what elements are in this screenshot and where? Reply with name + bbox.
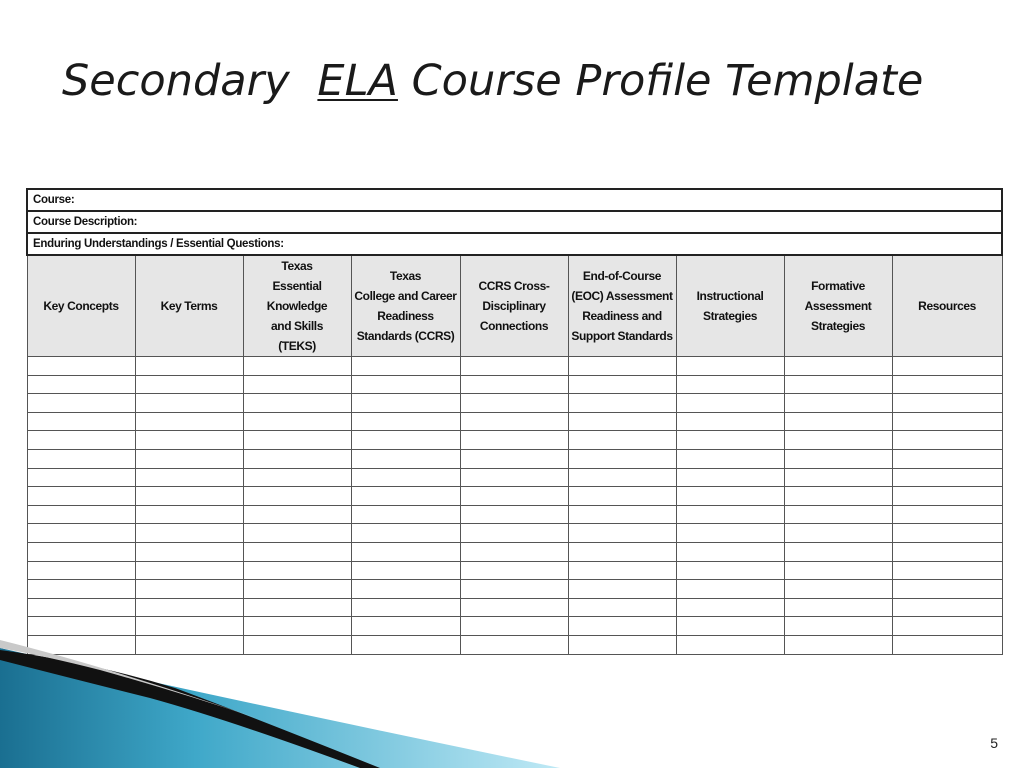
table-cell[interactable]: [243, 375, 351, 394]
table-cell[interactable]: [892, 487, 1002, 506]
table-row: [27, 357, 1002, 376]
table-body: [27, 357, 1002, 655]
table-cell[interactable]: [243, 598, 351, 617]
table-cell[interactable]: [460, 505, 568, 524]
table-cell[interactable]: [676, 412, 784, 431]
table-cell[interactable]: [676, 561, 784, 580]
table-cell[interactable]: [568, 431, 676, 450]
table-cell[interactable]: [568, 542, 676, 561]
table-cell[interactable]: [351, 449, 460, 468]
table-cell[interactable]: [135, 542, 243, 561]
table-cell[interactable]: [568, 505, 676, 524]
table-cell[interactable]: [892, 412, 1002, 431]
course-label: Course:: [27, 189, 1002, 211]
table-cell[interactable]: [27, 412, 135, 431]
table-cell[interactable]: [568, 524, 676, 543]
table-cell[interactable]: [676, 375, 784, 394]
table-cell[interactable]: [351, 524, 460, 543]
table-cell[interactable]: [892, 524, 1002, 543]
table-cell[interactable]: [460, 524, 568, 543]
table-cell[interactable]: [892, 505, 1002, 524]
corner-swoosh-decoration: [0, 640, 640, 768]
table-cell[interactable]: [892, 357, 1002, 376]
col-header-key-concepts: Key Concepts: [27, 255, 135, 357]
table-row: [27, 375, 1002, 394]
table-cell[interactable]: [351, 505, 460, 524]
table-cell[interactable]: [460, 468, 568, 487]
table-cell[interactable]: [676, 394, 784, 413]
table-cell[interactable]: [784, 375, 892, 394]
table-cell[interactable]: [460, 617, 568, 636]
table-cell[interactable]: [243, 542, 351, 561]
table-cell[interactable]: [243, 394, 351, 413]
table-row: [27, 580, 1002, 599]
table-cell[interactable]: [243, 357, 351, 376]
table-cell[interactable]: [784, 449, 892, 468]
table-cell[interactable]: [135, 468, 243, 487]
table-row: [27, 431, 1002, 450]
table-row: [27, 561, 1002, 580]
table-cell[interactable]: [351, 617, 460, 636]
enduring-understandings-label: Enduring Understandings / Essential Questions:: [27, 233, 1002, 255]
table-cell[interactable]: [243, 487, 351, 506]
table-cell[interactable]: [135, 580, 243, 599]
course-profile-table: [26, 188, 1003, 655]
course-row: [27, 189, 1002, 211]
table-cell[interactable]: [568, 412, 676, 431]
table-cell[interactable]: [568, 468, 676, 487]
course-description-label: Course Description:: [27, 211, 1002, 233]
table-cell[interactable]: [27, 561, 135, 580]
table-cell[interactable]: [460, 357, 568, 376]
table-cell[interactable]: [27, 542, 135, 561]
table-row: [27, 598, 1002, 617]
table-cell[interactable]: [243, 468, 351, 487]
table-cell[interactable]: [892, 449, 1002, 468]
table-cell[interactable]: [351, 598, 460, 617]
table-cell[interactable]: [460, 487, 568, 506]
table-cell[interactable]: [460, 598, 568, 617]
table-row: [27, 412, 1002, 431]
table-cell[interactable]: [243, 580, 351, 599]
table-cell[interactable]: [676, 524, 784, 543]
table-cell[interactable]: [27, 505, 135, 524]
table-cell[interactable]: [135, 412, 243, 431]
table-cell[interactable]: [892, 635, 1002, 654]
table-cell[interactable]: [676, 617, 784, 636]
table-cell[interactable]: [243, 524, 351, 543]
table-cell[interactable]: [892, 542, 1002, 561]
table-cell[interactable]: [892, 561, 1002, 580]
table-cell[interactable]: [351, 561, 460, 580]
table-cell[interactable]: [784, 394, 892, 413]
table-cell[interactable]: [135, 524, 243, 543]
col-header-teks: Texas Essential Knowledge and Skills (TEKS): [243, 255, 351, 357]
table-cell[interactable]: [135, 394, 243, 413]
table-cell[interactable]: [351, 357, 460, 376]
table-cell[interactable]: [892, 468, 1002, 487]
table-row: [27, 505, 1002, 524]
table-row: [27, 487, 1002, 506]
table-cell[interactable]: [784, 580, 892, 599]
table-cell[interactable]: [27, 580, 135, 599]
table-cell[interactable]: [27, 357, 135, 376]
table-cell[interactable]: [27, 375, 135, 394]
table-cell[interactable]: [784, 431, 892, 450]
table-cell[interactable]: [784, 617, 892, 636]
table-cell[interactable]: [784, 412, 892, 431]
table-cell[interactable]: [568, 598, 676, 617]
title-emphasis-ela: ELA: [317, 56, 398, 106]
table-cell[interactable]: [460, 542, 568, 561]
table-cell[interactable]: [784, 487, 892, 506]
table-cell[interactable]: [568, 580, 676, 599]
col-header-ccrs: Texas College and Career Readiness Standards (CCRS): [351, 255, 460, 357]
table-row: [27, 394, 1002, 413]
table-cell[interactable]: [460, 449, 568, 468]
table-cell[interactable]: [892, 598, 1002, 617]
table-cell[interactable]: [135, 617, 243, 636]
table-cell[interactable]: [784, 598, 892, 617]
enduring-understandings-row: [27, 233, 1002, 255]
table-cell[interactable]: [460, 580, 568, 599]
table-cell[interactable]: [784, 561, 892, 580]
table-cell[interactable]: [243, 505, 351, 524]
table-row: [27, 542, 1002, 561]
table-cell[interactable]: [27, 431, 135, 450]
table-cell[interactable]: [351, 468, 460, 487]
table-cell[interactable]: [135, 487, 243, 506]
title-prefix: Secondary: [62, 56, 290, 106]
table-cell[interactable]: [27, 449, 135, 468]
table-cell[interactable]: [784, 505, 892, 524]
table-cell[interactable]: [351, 375, 460, 394]
column-header-row: [27, 255, 1002, 357]
table-cell[interactable]: [27, 468, 135, 487]
table-cell[interactable]: [351, 394, 460, 413]
course-description-row: [27, 211, 1002, 233]
table-cell[interactable]: [676, 431, 784, 450]
table-cell[interactable]: [676, 487, 784, 506]
table-cell[interactable]: [243, 561, 351, 580]
table-cell[interactable]: [568, 357, 676, 376]
table-row: [27, 449, 1002, 468]
table-cell[interactable]: [460, 375, 568, 394]
table-cell[interactable]: [27, 394, 135, 413]
table-cell[interactable]: [135, 357, 243, 376]
col-header-instructional-strategies: Instructional Strategies: [676, 255, 784, 357]
table-cell[interactable]: [135, 505, 243, 524]
col-header-eoc-assessment: End-of-Course (EOC) Assessment Readiness and Support Standards: [568, 255, 676, 357]
table-cell[interactable]: [351, 487, 460, 506]
col-header-formative-assessment: Formative Assessment Strategies: [784, 255, 892, 357]
table-cell[interactable]: [135, 449, 243, 468]
table-cell[interactable]: [892, 394, 1002, 413]
table-cell[interactable]: [784, 542, 892, 561]
table-cell[interactable]: [135, 431, 243, 450]
table-row: [27, 468, 1002, 487]
table-cell[interactable]: [784, 635, 892, 654]
table-cell[interactable]: [243, 431, 351, 450]
table-cell[interactable]: [676, 542, 784, 561]
table-cell[interactable]: [135, 598, 243, 617]
table-cell[interactable]: [892, 375, 1002, 394]
table-cell[interactable]: [243, 617, 351, 636]
col-header-resources: Resources: [892, 255, 1002, 357]
table-cell[interactable]: [460, 412, 568, 431]
table-cell[interactable]: [568, 617, 676, 636]
table-cell[interactable]: [243, 412, 351, 431]
table-cell[interactable]: [243, 449, 351, 468]
table-cell[interactable]: [892, 617, 1002, 636]
table-cell[interactable]: [568, 487, 676, 506]
table-cell[interactable]: [460, 394, 568, 413]
table-cell[interactable]: [135, 375, 243, 394]
title-suffix: Course Profile Template: [411, 56, 924, 106]
table-row: [27, 617, 1002, 636]
col-header-key-terms: Key Terms: [135, 255, 243, 357]
table-cell[interactable]: [676, 468, 784, 487]
table-cell[interactable]: [892, 580, 1002, 599]
table-cell[interactable]: [676, 357, 784, 376]
table-cell[interactable]: [351, 542, 460, 561]
table-cell[interactable]: [784, 357, 892, 376]
table-cell[interactable]: [27, 598, 135, 617]
table-cell[interactable]: [568, 375, 676, 394]
table-cell[interactable]: [568, 394, 676, 413]
table-cell[interactable]: [676, 598, 784, 617]
table-cell[interactable]: [568, 449, 676, 468]
table-cell[interactable]: [676, 635, 784, 654]
table-cell[interactable]: [676, 505, 784, 524]
table-cell[interactable]: [351, 431, 460, 450]
table-cell[interactable]: [27, 617, 135, 636]
table-cell[interactable]: [460, 561, 568, 580]
table-cell[interactable]: [27, 524, 135, 543]
col-header-ccrs-cross-disciplinary: CCRS Cross- Disciplinary Connections: [460, 255, 568, 357]
table-cell[interactable]: [676, 580, 784, 599]
table-row: [27, 524, 1002, 543]
table-cell[interactable]: [351, 412, 460, 431]
table-cell[interactable]: [784, 468, 892, 487]
table-cell[interactable]: [676, 449, 784, 468]
table-cell[interactable]: [568, 561, 676, 580]
page-number: 5: [990, 735, 998, 751]
table-cell[interactable]: [784, 524, 892, 543]
table-cell[interactable]: [460, 431, 568, 450]
table-cell[interactable]: [351, 580, 460, 599]
table-cell[interactable]: [135, 561, 243, 580]
slide-title: [62, 56, 923, 106]
table-cell[interactable]: [27, 487, 135, 506]
table-cell[interactable]: [892, 431, 1002, 450]
